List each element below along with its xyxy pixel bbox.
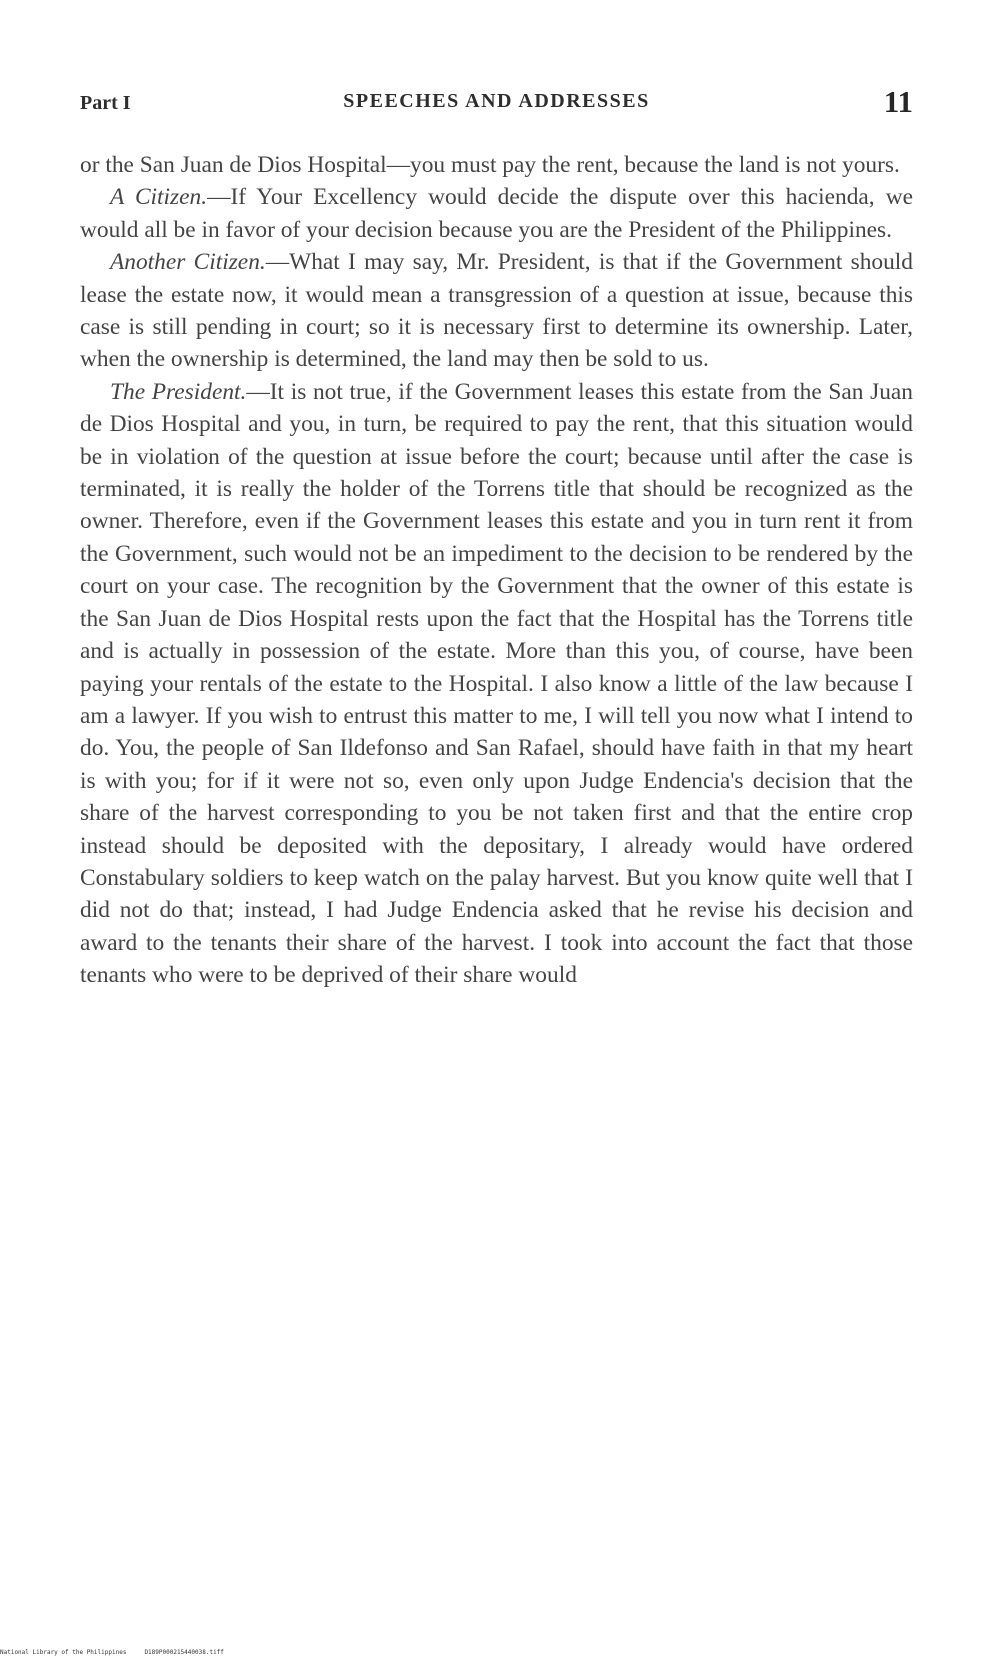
paragraph-president [80,376,913,992]
body-text [80,149,913,992]
paragraph-another-citizen [80,246,913,376]
part-label: Part I [80,92,131,114]
speaker-label: The President. [110,378,247,405]
paragraph-text: —If Your Excellency would decide the dispute over this hacienda, we would all be in favor of your decision because you are the President of the Philippines. [80,184,914,243]
file-name: D189P000215440038.tiff [144,1649,224,1656]
paragraph-continuation: or the San Juan de Dios Hospital—you must pay the rent, because the land is not yours. [80,152,900,178]
speaker-label: Another Citizen. [110,249,266,276]
page-number: 11 [883,84,913,119]
paragraph-text: —What I may say, Mr. President, is that if the Government should lease the estate now, it would mean a transgression of a question at issue, because this case is still pending in court; so it is necessary first to determine its ownership. Later, when the ownership is determined, the land may then be sold to us. [80,249,913,373]
paragraph-citizen [80,181,913,246]
speaker-label: A Citizen. [110,184,208,211]
running-header [80,84,913,124]
paragraph-text: —It is not true, if the Government leases this estate from the San Juan de Dios Hospital and you, in turn, be required to pay the rent, that this situation would be in violation of the question at issue before the court; because until after the case is terminated, it is really the holder of the Torrens title that should be recognized as the owner. Therefore, even if the Government leases this estate and you in turn rent it from the Government, such would not be an impediment to the decision to be rendered by the court on your case. The recognition by the Government that the owner of this estate is the San Juan de Dios Hospital rests upon the fact that the Hospital has the Torrens title and is actually in possession of the estate. More than this you, of course, have been paying your rentals of the estate to the Hospital. I also know a little of the law because I am a lawyer. If you wish to entrust this matter to me, I will tell you now what I intend to do. You, the people of San Ildefonso and San Rafael, should have faith in that my heart is with you; for if it were not so, even only upon Judge Endencia's decision that the share of the harvest corresponding to you be not taken first and that the entire crop instead should be deposited with the depositary, I already would have ordered Constabulary soldiers to keep watch on the palay harvest. But you know quite well that I did not do that; instead, I had Judge Endencia asked that he revise his decision and award to the tenants their share of the harvest. I took into account the fact that those tenants who were to be deprived of their share would [80,378,913,989]
running-title: SPEECHES AND ADDRESSES [343,90,650,112]
scan-footer [0,1649,224,1657]
library-credit: National Library of the Philippines [0,1649,127,1656]
